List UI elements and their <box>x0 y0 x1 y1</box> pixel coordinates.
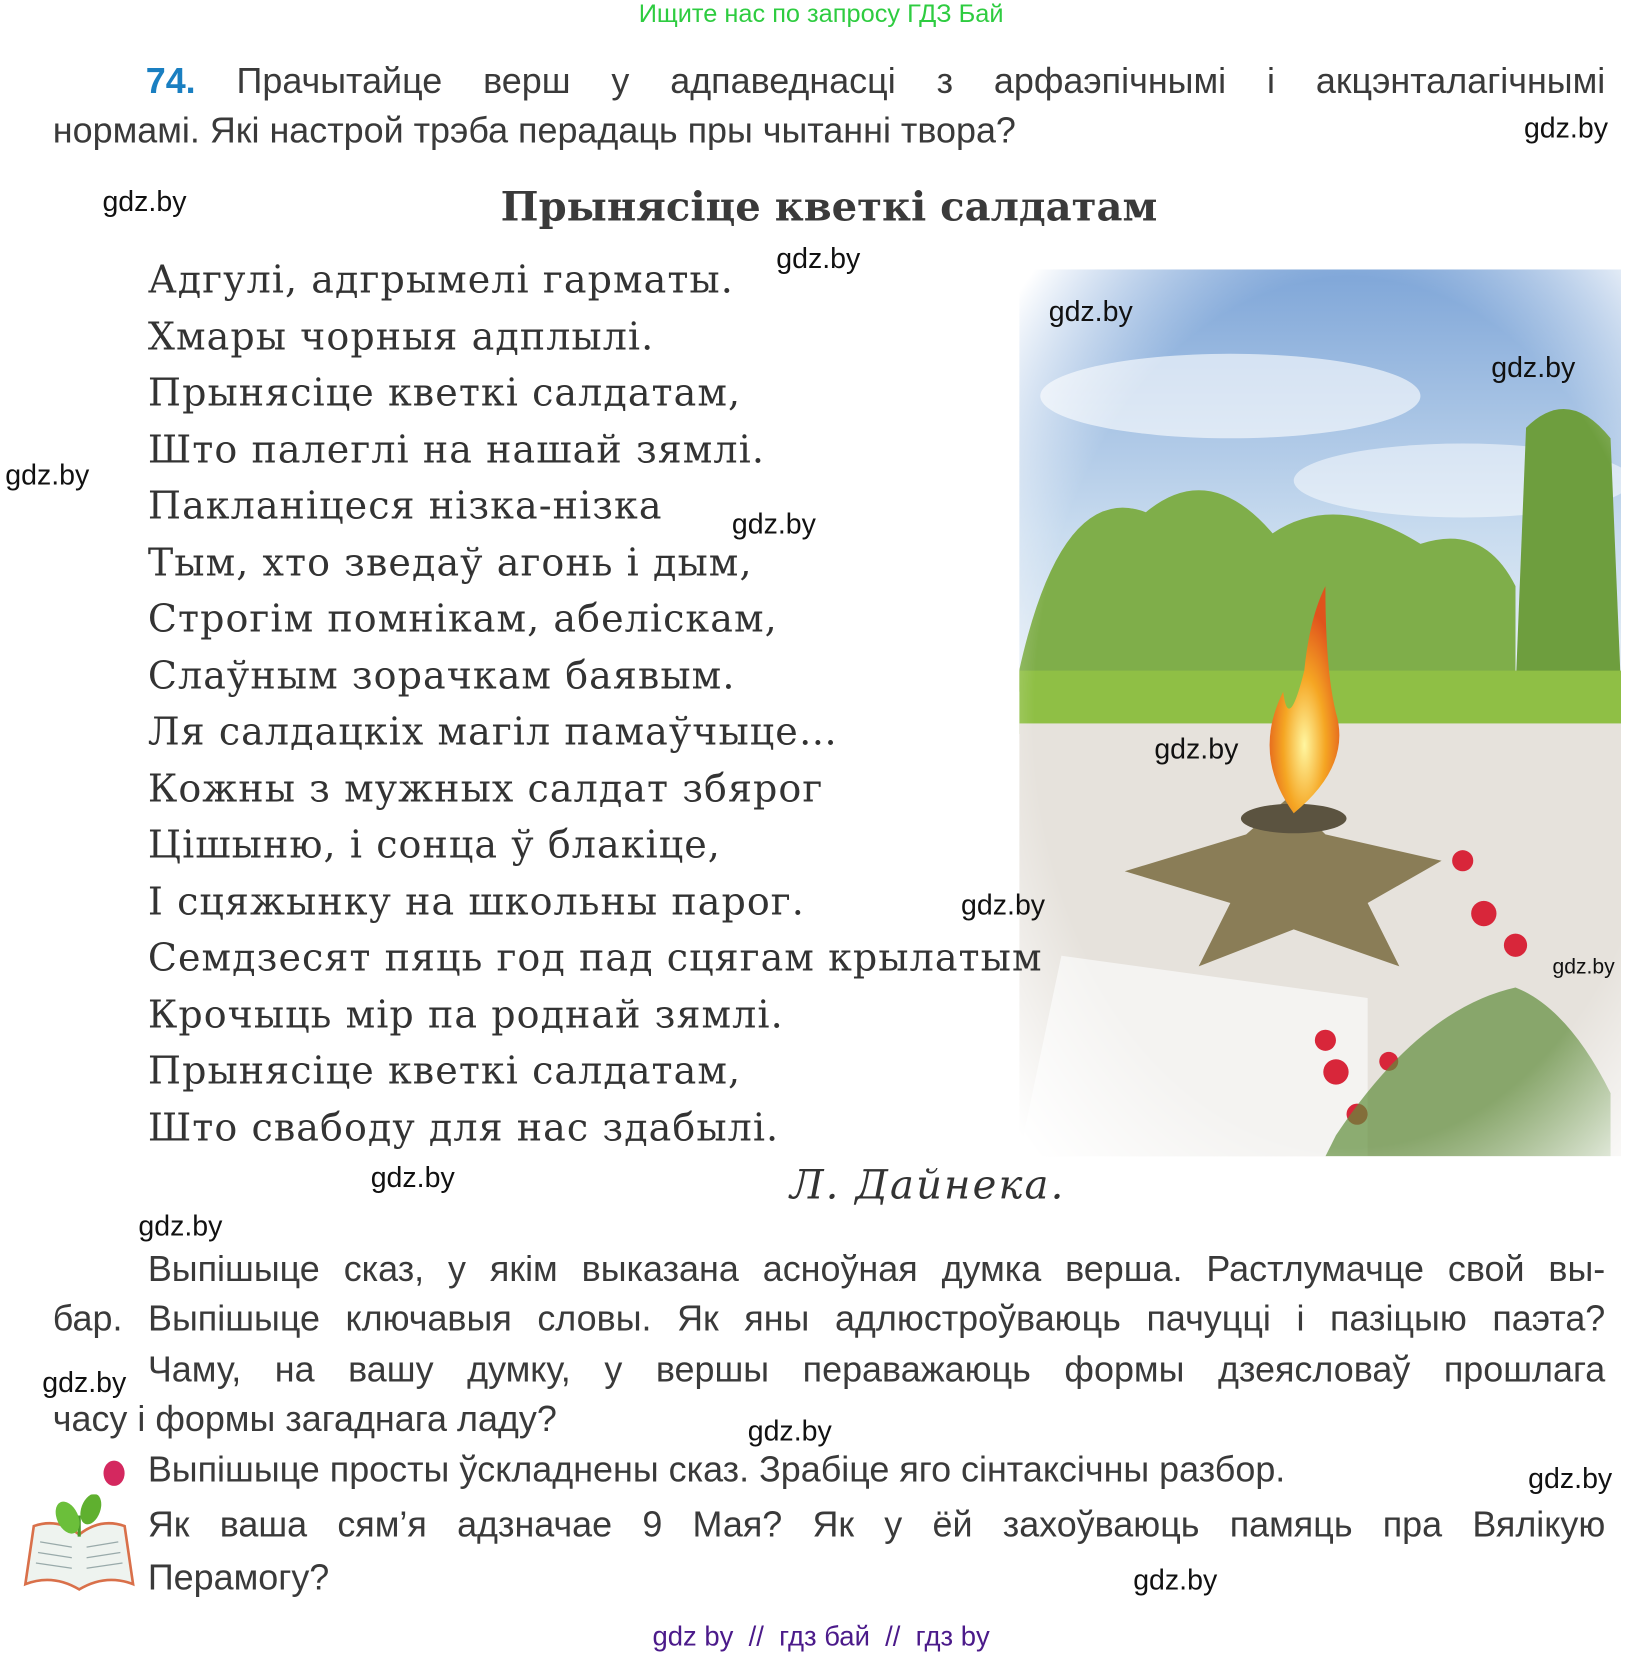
watermark: gdz.by <box>1048 295 1133 328</box>
poem-line: Цішыню, і сонца ў блакіце, <box>147 823 721 868</box>
watermark: gdz.by <box>102 185 187 218</box>
watermark: gdz.by <box>776 242 861 275</box>
watermark: gdz.by <box>1528 1462 1613 1495</box>
book-sprout-icon <box>21 1494 137 1591</box>
question-line: Выпішыце сказ, у якім выказана асноўная думка верша. Растлумачце свой вы- <box>147 1249 1606 1290</box>
poem-line: І сцяжынку на школьны парог. <box>147 880 805 924</box>
footer-links: gdz by // гдз бай // гдз by <box>652 1620 990 1652</box>
poem-line: Адгулі, адгрымелі гарматы. <box>147 258 734 303</box>
task-text: Прачытайце верш у адпаведнасці з арфаэпічнымі і акцэнталагічнымі <box>236 61 1606 102</box>
watermark: gdz.by <box>1552 955 1615 980</box>
eternal-flame-photo <box>1019 269 1621 1156</box>
bullet-task: Выпішыце просты ўскладнены сказ. Зрабіце яго сінтаксічны разбор. <box>147 1450 1286 1491</box>
poem-line: Крочыць мір па роднай зямлі. <box>147 993 784 1037</box>
watermark: gdz.by <box>1523 111 1608 144</box>
poem-line: Ля салдацкіх магіл памаўчыце… <box>147 710 838 755</box>
poem-line: Што свабоду для нас здабылі. <box>147 1106 780 1150</box>
bullet-icon <box>103 1461 124 1486</box>
poem-author: Л. Дайнека. <box>789 1161 1066 1209</box>
watermark: gdz.by <box>1154 732 1239 765</box>
watermark: gdz.by <box>370 1161 455 1194</box>
poem-line: Прынясіце кветкі салдатам, <box>147 1049 742 1094</box>
discussion-line-2: Перамогу? <box>147 1557 330 1598</box>
poem-line: Строгім помнікам, абеліскам, <box>147 597 778 642</box>
task-number: 74. <box>145 61 196 102</box>
question-line: бар. Выпішыце ключавыя словы. Як яны адлюстроўваюць пачуцці і пазіцыю паэта? <box>52 1299 1606 1340</box>
watermark: gdz.by <box>138 1210 223 1242</box>
question-line: Чаму, на вашу думку, у вершы пераважаюць формы дзеясловаў прошлага <box>147 1349 1606 1390</box>
task-line-2: нормамі. Які настрой трэба перадаць пры чытанні твора? <box>52 110 1016 152</box>
question-line: часу і формы загаднага ладу? <box>52 1399 557 1440</box>
watermark: gdz.by <box>1133 1564 1218 1596</box>
watermark: gdz.by <box>42 1366 127 1399</box>
poem-line: Семдзесят пяць год пад сцягам крылатым <box>147 936 1043 981</box>
watermark: gdz.by <box>961 889 1046 921</box>
poem-line: Слаўным зорачкам баявым. <box>147 654 736 698</box>
poem-line: Кожны з мужных салдат збярог <box>147 767 824 811</box>
watermark: gdz.by <box>747 1415 832 1447</box>
poem-line: Пакланіцеся нізка-нізка <box>147 484 663 529</box>
watermark: gdz.by <box>5 459 90 492</box>
poem-line: Прынясіце кветкі салдатам, <box>147 371 742 416</box>
discussion-line-1: Як ваша сям’я адзначае 9 Мая? Як у ёй захоўваюць памяць пра Вялікую <box>147 1504 1606 1546</box>
poem-line: Хмары чорныя адплылі. <box>147 315 655 359</box>
watermark: gdz.by <box>1491 351 1576 384</box>
watermark: gdz.by <box>731 507 816 540</box>
poem-line: Тым, хто зведаў агонь і дым, <box>147 541 753 585</box>
poem-line: Што палеглі на нашай зямлі. <box>147 428 765 472</box>
poem-title: Прынясіце кветкі салдатам <box>500 182 1158 231</box>
task-line-1 <box>146 61 1606 102</box>
search-hint: Ищите нас по запросу ГДЗ Бай <box>638 0 1004 29</box>
